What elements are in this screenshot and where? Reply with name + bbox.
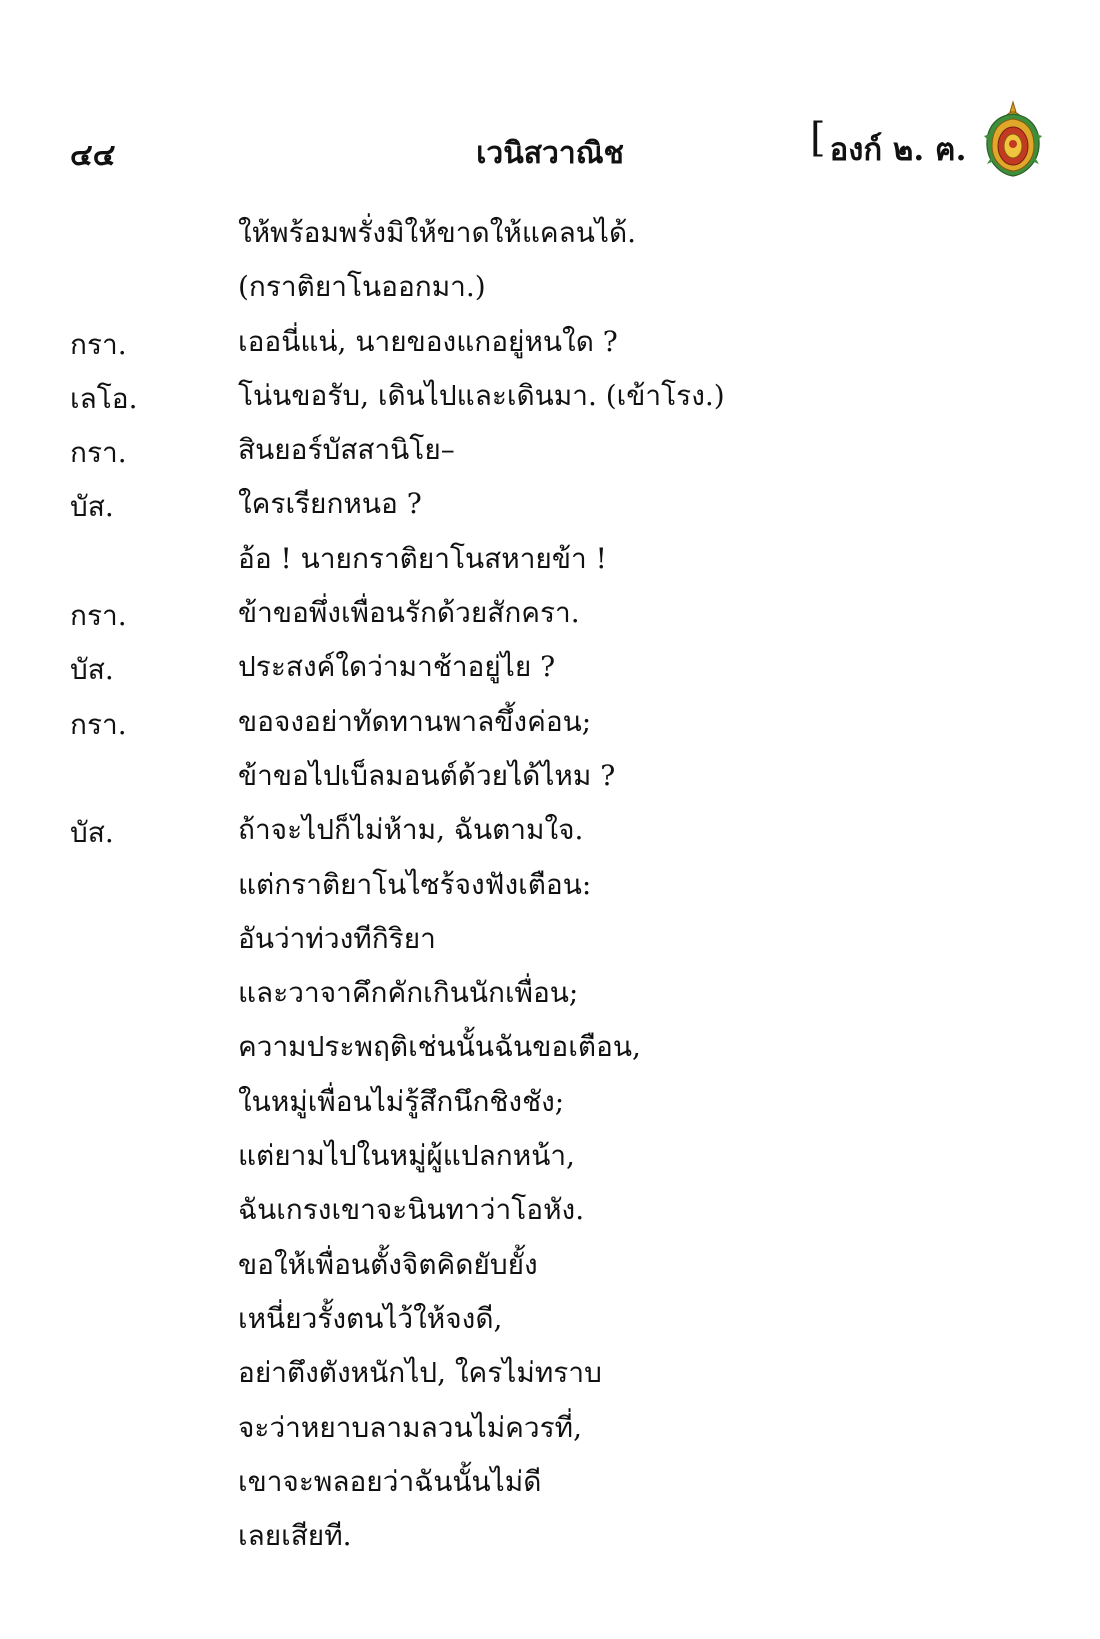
dialogue-line xyxy=(0,1292,1100,1346)
page-header xyxy=(0,115,1100,178)
verse-text: ให้พร้อมพรั่งมิให้ขาดให้แคลนได้. xyxy=(238,216,637,249)
verse-text: ข้าขอพึ่งเพื่อนรักด้วยสักครา. xyxy=(238,596,580,630)
play-text xyxy=(0,206,1100,1563)
verse-text: ประสงค์ใดว่ามาช้าอยู่ไย ? xyxy=(238,650,556,684)
dialogue-line xyxy=(0,1075,1100,1129)
speaker-name: บัส. xyxy=(70,653,114,687)
dialogue-line xyxy=(0,1401,1100,1455)
royal-emblem-icon xyxy=(982,100,1044,180)
dialogue-line xyxy=(0,695,1100,749)
dialogue-line xyxy=(0,260,1100,314)
dialogue-line xyxy=(0,206,1100,260)
verse-text: และวาจาคึกคักเกินนักเพื่อน; xyxy=(238,976,579,1010)
verse-text: โน่นขอรับ, เดินไปและเดินมา. (เข้าโรง.) xyxy=(238,378,725,412)
dialogue-line xyxy=(0,749,1100,803)
dialogue-line xyxy=(0,858,1100,912)
act-reference-text: องก์ ๒. ฅ. xyxy=(829,132,967,168)
dialogue-line xyxy=(0,1238,1100,1292)
verse-text: ฉันเกรงเขาจะนินทาว่าโอหัง. xyxy=(238,1193,585,1227)
running-title: เวนิสวาณิช xyxy=(476,136,624,171)
speaker-name: เลโอ. xyxy=(70,381,138,415)
dialogue-line xyxy=(0,315,1100,369)
verse-text: เขาจะพลอยว่าฉันนั้นไม่ดี xyxy=(238,1464,542,1498)
speaker-name: กรา. xyxy=(70,707,127,741)
dialogue-line xyxy=(0,477,1100,531)
dialogue-line xyxy=(0,1346,1100,1400)
dialogue-line xyxy=(0,640,1100,694)
verse-text: เหนี่ยวรั้งตนไว้ให้จงดี, xyxy=(238,1301,503,1335)
verse-text: ความประพฤติเช่นนั้นฉันขอเตือน, xyxy=(238,1030,641,1064)
verse-text: ขอให้เพื่อนตั้งจิตคิดยับยั้ง xyxy=(238,1247,538,1281)
dialogue-line xyxy=(0,966,1100,1020)
dialogue-line xyxy=(0,1129,1100,1183)
speaker-name: กรา. xyxy=(70,436,127,470)
verse-text: ขอจงอย่าทัดทานพาลขึ้งค่อน; xyxy=(238,704,592,738)
dialogue-line xyxy=(0,532,1100,586)
verse-text: เลยเสียที. xyxy=(238,1519,352,1553)
verse-text: จะว่าหยาบลามลวนไม่ควรที่, xyxy=(238,1410,582,1444)
verse-text: แต่ยามไปในหมู่ผู้แปลกหน้า, xyxy=(238,1139,575,1173)
dialogue-line xyxy=(0,1509,1100,1563)
verse-text: (กราติยาโนออกมา.) xyxy=(238,270,486,304)
speaker-name: กรา. xyxy=(70,327,127,361)
verse-text: อันว่าท่วงทีกิริยา xyxy=(238,921,436,955)
dialogue-line xyxy=(0,369,1100,423)
verse-text: อย่าตึงตังหนักไป, ใครไม่ทราบ xyxy=(238,1356,602,1390)
verse-text: ถ้าจะไปก็ไม่ห้าม, ฉันตามใจ. xyxy=(238,813,584,847)
speaker-name: กรา. xyxy=(70,599,127,633)
dialogue-line xyxy=(0,912,1100,966)
dialogue-line xyxy=(0,1020,1100,1074)
speaker-name: บัส. xyxy=(70,490,114,524)
dialogue-line xyxy=(0,586,1100,640)
verse-text: ใครเรียกหนอ ? xyxy=(238,487,422,521)
dialogue-line xyxy=(0,423,1100,477)
verse-text: แต่กราติยาโนไซร้จงฟังเตือน: xyxy=(238,867,592,901)
dialogue-line xyxy=(0,803,1100,857)
page-number: ๔๔ xyxy=(70,138,116,173)
verse-text: สินยอร์บัสสานิโย– xyxy=(238,433,455,467)
dialogue-line xyxy=(0,1183,1100,1237)
verse-text: เออนี่แน่, นายของแกอยู่หนใด ? xyxy=(238,324,618,358)
speaker-name: บัส. xyxy=(70,816,114,850)
verse-text: ข้าขอไปเบ็ลมอนต์ด้วยได้ไหม ? xyxy=(238,758,616,792)
act-reference xyxy=(810,115,967,174)
verse-text: อ้อ ! นายกราติยาโนสหายข้า ! xyxy=(238,541,607,575)
dialogue-line xyxy=(0,1455,1100,1509)
verse-text: ในหมู่เพื่อนไม่รู้สึกนึกชิงชัง; xyxy=(238,1084,565,1118)
act-reference-bracket: [ xyxy=(810,115,826,161)
